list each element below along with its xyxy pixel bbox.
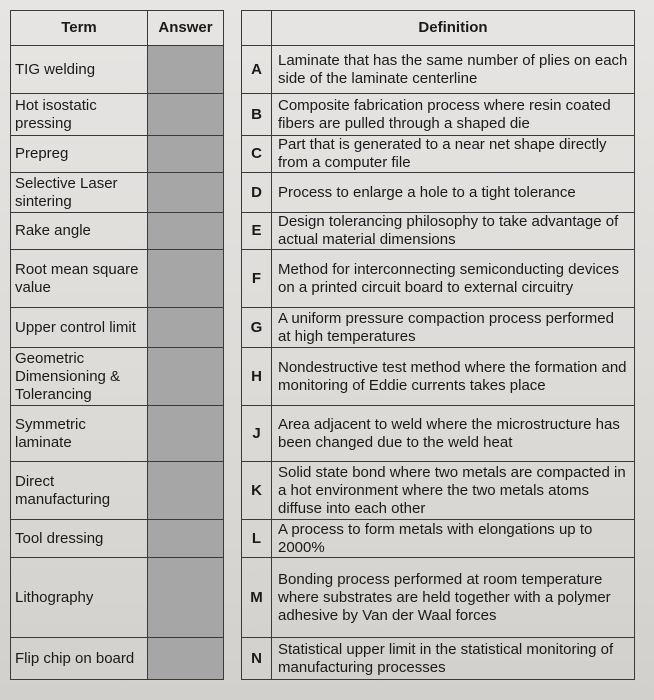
table-row [11, 308, 635, 348]
term-cell: Root mean square value [11, 250, 148, 308]
term-cell: Lithography [11, 558, 148, 638]
definition-cell: Composite fabrication process where resin coated fibers are pulled through a shaped die [272, 94, 635, 136]
definition-cell: Bonding process performed at room temperature where substrates are held together with a polymer adhesive by Van der Waal forces [272, 558, 635, 638]
definition-letter: F [242, 250, 272, 308]
answer-cell[interactable] [148, 406, 224, 462]
definition-cell: A process to form metals with elongations up to 2000% [272, 520, 635, 558]
answer-cell[interactable] [148, 46, 224, 94]
table-row [11, 406, 635, 462]
definition-letter: N [242, 638, 272, 680]
definition-cell: Method for interconnecting semiconducting devices on a printed circuit board to external circuitry [272, 250, 635, 308]
answer-cell[interactable] [148, 348, 224, 406]
term-header: Term [11, 11, 148, 46]
table-row [11, 520, 635, 558]
term-cell: Geometric Dimensioning & Tolerancing [11, 348, 148, 406]
column-gap [224, 558, 242, 638]
column-gap [224, 406, 242, 462]
column-gap [224, 348, 242, 406]
answer-cell[interactable] [148, 136, 224, 173]
term-cell: Hot isostatic pressing [11, 94, 148, 136]
table-row [11, 46, 635, 94]
answer-cell[interactable] [148, 173, 224, 213]
table-row [11, 173, 635, 213]
column-gap [224, 308, 242, 348]
definition-cell: Part that is generated to a near net shape directly from a computer file [272, 136, 635, 173]
definition-letter: L [242, 520, 272, 558]
definition-cell: Solid state bond where two metals are compacted in a hot environment where the two metals atoms diffuse into each other [272, 462, 635, 520]
definition-cell: Statistical upper limit in the statistical monitoring of manufacturing processes [272, 638, 635, 680]
term-cell: Prepreg [11, 136, 148, 173]
term-cell: Tool dressing [11, 520, 148, 558]
definition-letter: H [242, 348, 272, 406]
column-gap [224, 462, 242, 520]
table-row [11, 638, 635, 680]
term-cell: Direct manufacturing [11, 462, 148, 520]
definition-letter: G [242, 308, 272, 348]
table-row [11, 136, 635, 173]
term-cell: Upper control limit [11, 308, 148, 348]
column-gap [224, 638, 242, 680]
table-row [11, 250, 635, 308]
definition-letter: D [242, 173, 272, 213]
definition-cell: Design tolerancing philosophy to take advantage of actual material dimensions [272, 213, 635, 250]
answer-cell[interactable] [148, 250, 224, 308]
answer-cell[interactable] [148, 94, 224, 136]
definition-letter: E [242, 213, 272, 250]
definition-letter: A [242, 46, 272, 94]
column-gap [224, 136, 242, 173]
definition-cell: Process to enlarge a hole to a tight tolerance [272, 173, 635, 213]
answer-cell[interactable] [148, 638, 224, 680]
definition-cell: Nondestructive test method where the formation and monitoring of Eddie currents takes place [272, 348, 635, 406]
table-row [11, 348, 635, 406]
definition-cell: Area adjacent to weld where the microstructure has been changed due to the weld heat [272, 406, 635, 462]
column-gap [224, 250, 242, 308]
column-gap [224, 94, 242, 136]
definition-letter: B [242, 94, 272, 136]
table-row [11, 462, 635, 520]
definition-cell: A uniform pressure compaction process performed at high temperatures [272, 308, 635, 348]
answer-cell[interactable] [148, 213, 224, 250]
term-cell: TIG welding [11, 46, 148, 94]
table-row [11, 558, 635, 638]
answer-header: Answer [148, 11, 224, 46]
definition-letter: C [242, 136, 272, 173]
answer-cell[interactable] [148, 520, 224, 558]
column-gap [224, 46, 242, 94]
column-gap [224, 213, 242, 250]
table-row [11, 213, 635, 250]
definition-header: Definition [272, 11, 635, 46]
column-gap [224, 173, 242, 213]
matching-table [10, 10, 635, 680]
header-row [11, 11, 635, 46]
definition-letter: J [242, 406, 272, 462]
column-gap [224, 520, 242, 558]
answer-cell[interactable] [148, 462, 224, 520]
term-cell: Selective Laser sintering [11, 173, 148, 213]
answer-cell[interactable] [148, 308, 224, 348]
definition-letter: M [242, 558, 272, 638]
table-row [11, 94, 635, 136]
term-cell: Symmetric laminate [11, 406, 148, 462]
definition-letter: K [242, 462, 272, 520]
term-cell: Rake angle [11, 213, 148, 250]
definition-cell: Laminate that has the same number of plies on each side of the laminate centerline [272, 46, 635, 94]
letter-header [242, 11, 272, 46]
column-gap [224, 11, 242, 46]
answer-cell[interactable] [148, 558, 224, 638]
term-cell: Flip chip on board [11, 638, 148, 680]
